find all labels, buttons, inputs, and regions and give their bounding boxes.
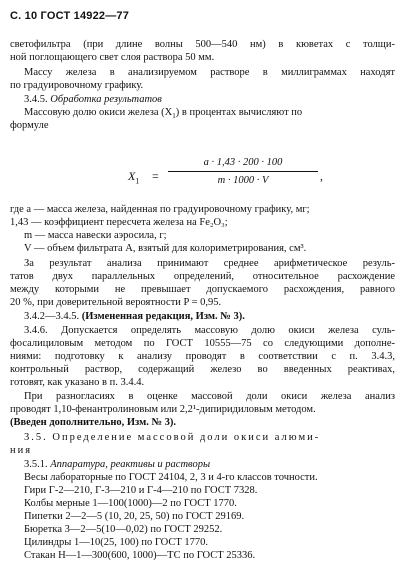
- amendment-note: (Введен дополнительно, Изм. № 3).: [10, 417, 177, 428]
- amendment-note: (Измененная редакция, Изм. № 3).: [81, 311, 245, 322]
- amendment-line: [24, 310, 245, 323]
- formula-denominator: m · 1000 · V: [217, 175, 269, 186]
- section-heading: [24, 93, 162, 106]
- section-number: 3.5.1.: [24, 459, 48, 470]
- text-line: светофильтра (при длине волны 500—540 нм) в кюветах с толщи-: [10, 39, 395, 50]
- text-line: между которыми не превышает допускаемого расхождения, равного: [10, 284, 395, 295]
- text-line: фосалициловым методом по ГОСТ 10555—75 со следующими дополне-: [10, 338, 395, 349]
- list-item: Колбы мерные 1—100(1000)—2 по ГОСТ 1770.: [24, 498, 237, 509]
- formula-fraction: [168, 156, 318, 187]
- fraction-bar: [168, 171, 318, 172]
- list-item: Цилиндры 1—10(25, 100) по ГОСТ 1770.: [24, 537, 209, 548]
- section-heading: ния: [10, 445, 33, 456]
- text-line: проводят 1,10-фенантролиновым или 2,2¹-дипиридиловым методом.: [10, 404, 316, 415]
- section-number: 3.4.5.: [24, 94, 48, 105]
- section-number: 3.4.2—3.4.5.: [24, 311, 80, 322]
- text-line: При разногласиях в оценке массовой доли окиси железа анализ: [24, 391, 395, 402]
- list-item: Пипетки 2—2—5 (10, 20, 25, 50) по ГОСТ 29169.: [24, 511, 245, 522]
- page-header: С. 10 ГОСТ 14922—77: [10, 10, 130, 22]
- section-title: Обработка результатов: [50, 94, 162, 105]
- where-line: m — масса навески аэросила, г;: [24, 230, 167, 241]
- subsection-heading: [24, 458, 210, 471]
- section-title: Аппаратура, реактивы и растворы: [50, 459, 211, 470]
- formula: [128, 156, 338, 200]
- where-line: 1,43 — коэффициент пересчета железа на Fe₂O₃;: [10, 217, 228, 228]
- subscript: 1: [172, 112, 176, 121]
- text-line: ниями: подготовку к анализу проводят в соответствии с п. 3.4.3,: [10, 351, 395, 362]
- text-line: Массу железа в анализируемом растворе в миллиграммах находят: [24, 67, 395, 78]
- text-line: татов двух параллельных определений, относительное расхождение: [10, 271, 395, 282]
- where-line: V — объем фильтрата А, взятый для колориметрирования, см³.: [24, 243, 307, 254]
- text-line: ной поглощающего свет слоя раствора 50 мм.: [10, 52, 215, 63]
- text-fragment: Массовую долю окиси железа (X: [24, 107, 173, 118]
- formula-lhs: $X_1$: [128, 169, 140, 186]
- list-item: Гири Г-2—210, Г-3—210 и Г-4—210 по ГОСТ 7328.: [24, 485, 258, 496]
- text-line: формуле: [10, 120, 49, 131]
- text-line: контрольный раствор, содержащий железо во введенных реактивах,: [10, 364, 395, 375]
- list-item: Бюретка 3—2—5(10—0,02) по ГОСТ 29252.: [24, 524, 223, 535]
- text-line: по градуировочному графику.: [10, 80, 144, 91]
- text-line: готовят, как указано в п. 3.4.4.: [10, 377, 145, 388]
- text-fragment: ) в процентах вычисляют по: [175, 107, 303, 118]
- list-item: Стакан Н—1—300(600, 1000)—ТС по ГОСТ 25336.: [24, 550, 256, 561]
- formula-comma: ,: [320, 169, 323, 183]
- formula-equals: =: [152, 169, 159, 183]
- text-line: 20 %, при доверительной вероятности P = 0,95.: [10, 297, 222, 308]
- section-heading: 3.5. Определение массовой доли окиси алюми-: [24, 432, 321, 443]
- formula-numerator: a · 1,43 · 200 · 100: [203, 157, 283, 168]
- text-line: За результат анализа принимают среднее арифметическое резуль-: [24, 258, 395, 269]
- list-item: Весы лабораторные по ГОСТ 24104, 2, 3 и 4-го классов точности.: [24, 472, 318, 483]
- text-line: [24, 106, 395, 123]
- text-line: 3.4.6. Допускается определять массовую долю окиси железа суль-: [24, 325, 395, 336]
- where-line: где a — масса железа, найденная по градуировочному графику, мг;: [10, 204, 310, 215]
